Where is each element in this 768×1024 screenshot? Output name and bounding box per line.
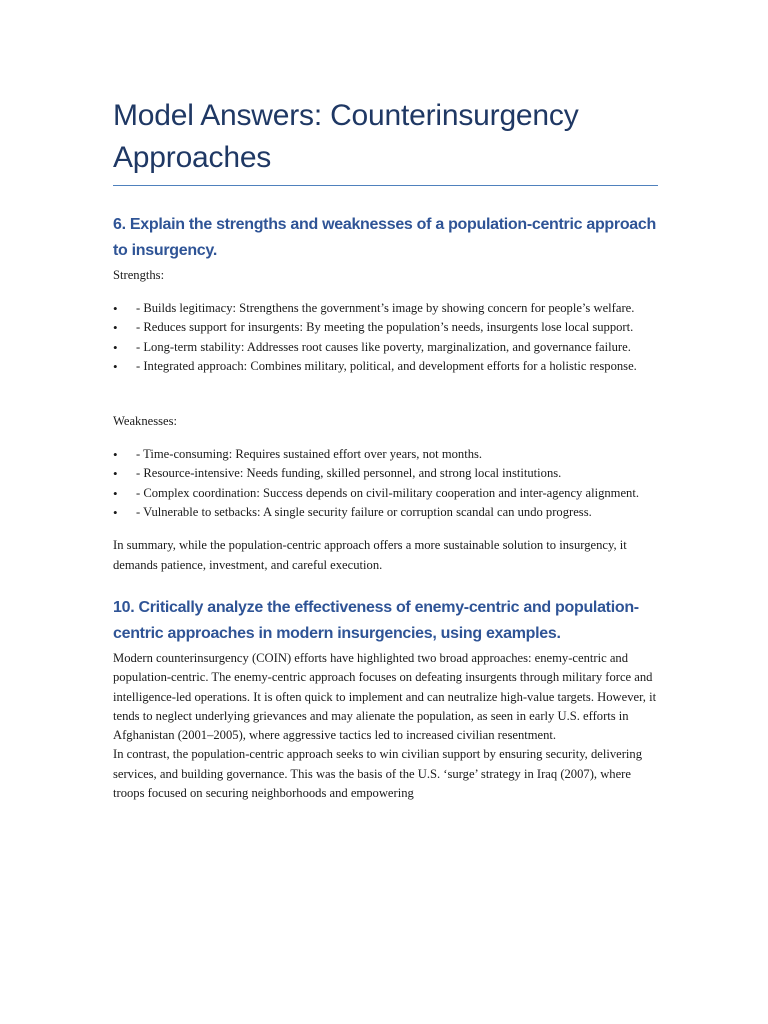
list-item <box>113 484 658 503</box>
list-item <box>113 503 658 522</box>
list-item-text: - Reduces support for insurgents: By meeting the population’s needs, insurgents lose local support. <box>136 320 634 335</box>
list-item <box>113 445 658 464</box>
summary-paragraph: In summary, while the population-centric approach offers a more sustainable solution to insurgency, it demands patience, investment, and careful execution. <box>113 538 627 572</box>
bullet-icon: • <box>113 505 118 521</box>
bullet-icon: • <box>113 339 118 355</box>
list-item-text: - Long-term stability: Addresses root causes like poverty, marginalization, and governance failure. <box>136 339 631 354</box>
document-page <box>113 0 658 803</box>
question-10-heading: 10. Critically analyze the effectiveness of enemy-centric and population-centric approaches in modern insurgencies, using examples. <box>113 598 639 642</box>
list-item-text: - Time-consuming: Requires sustained effort over years, not months. <box>136 447 483 462</box>
list-item-text: - Integrated approach: Combines military, political, and development efforts for a holistic response. <box>136 358 637 373</box>
bullet-icon: • <box>113 301 118 316</box>
weaknesses-list <box>113 445 658 522</box>
list-item-text: - Builds legitimacy: Strengthens the government’s image by showing concern for people’s welfare. <box>136 301 635 315</box>
weaknesses-label: Weaknesses: <box>113 414 178 429</box>
list-item <box>113 357 658 376</box>
bullet-icon: • <box>113 358 118 374</box>
list-item <box>113 338 658 357</box>
strengths-label: Strengths: <box>113 268 165 282</box>
bullet-icon: • <box>113 466 118 482</box>
bullet-icon: • <box>113 320 118 336</box>
list-item-text: - Complex coordination: Success depends on civil-military cooperation and inter-agency alignment. <box>136 485 640 500</box>
body-paragraph: Modern counterinsurgency (COIN) efforts have highlighted two broad approaches: enemy-centric and population-centric. The enemy-centric approach focuses on defeating insurgents through military force and intelligence-led operations. It is often quick to implement and can neutralize high-value targets. However, it tends to neglect underlying grievances and may alienate the population, as seen in early U.S. efforts in Afghanistan (2001–2005), where aggressive tactics led to increased civilian resentment. <box>113 650 657 743</box>
list-item <box>113 318 658 337</box>
body-paragraph: In contrast, the population-centric approach seeks to win civilian support by ensuring security, delivering services, and building governance. This was the basis of the U.S. ‘surge’ strategy in Iraq (2007), where troops focused on securing neighborhoods and empowering <box>113 747 643 801</box>
strengths-list <box>113 299 658 376</box>
list-item <box>113 464 658 483</box>
question-6-heading: 6. Explain the strengths and weaknesses of a population-centric approach to insurgency. <box>113 216 656 259</box>
list-item-text: - Resource-intensive: Needs funding, skilled personnel, and strong local institutions. <box>136 466 562 481</box>
document-title: Model Answers: Counterinsurgency Approaches <box>113 95 658 186</box>
list-item <box>113 299 658 318</box>
list-item-text: - Vulnerable to setbacks: A single security failure or corruption scandal can undo progress. <box>136 505 592 520</box>
bullet-icon: • <box>113 485 118 501</box>
bullet-icon: • <box>113 447 118 463</box>
